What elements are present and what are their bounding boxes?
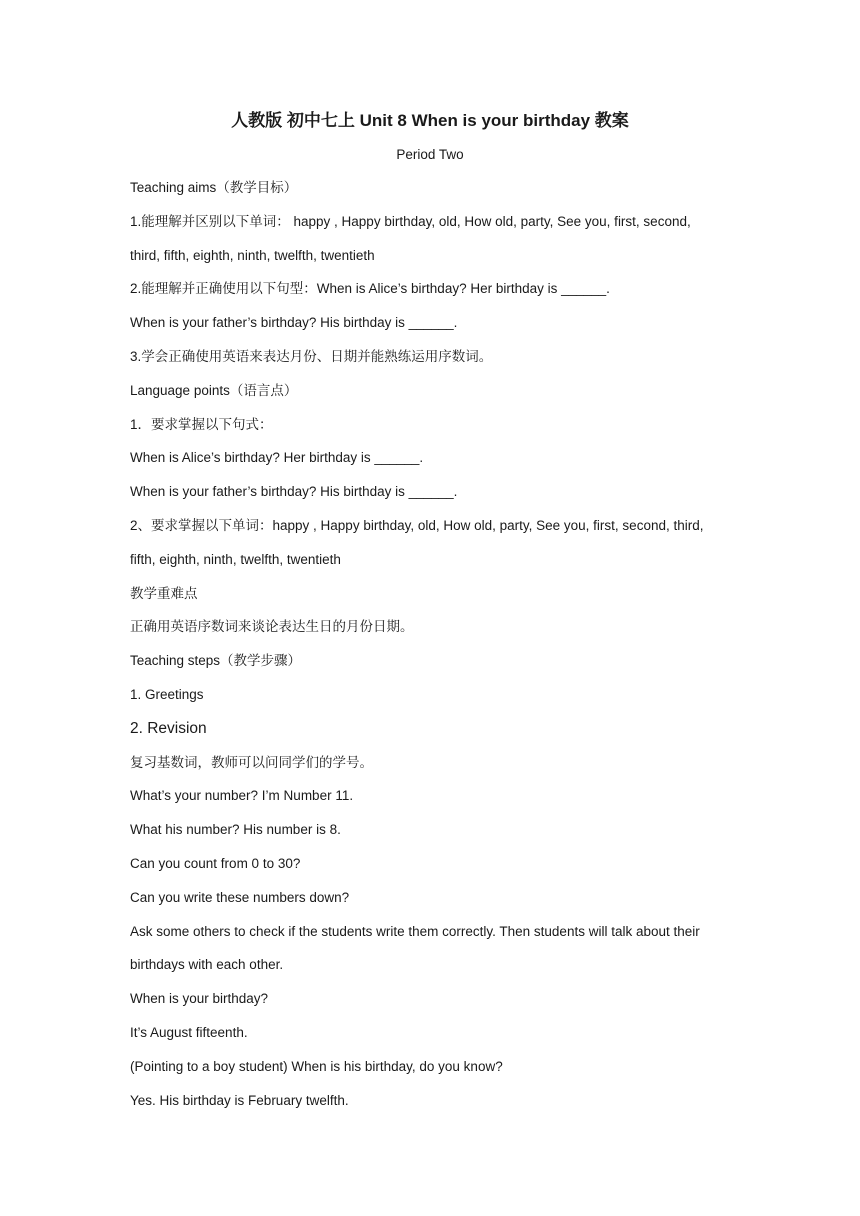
- step-1-greetings: 1. Greetings: [130, 686, 204, 702]
- step-2-revision: 2. Revision: [130, 719, 207, 737]
- dialogue-line-8: Yes. His birthday is February twelfth.: [130, 1092, 349, 1108]
- document-title: 人教版 初中七上 Unit 8 When is your birthday 教案: [231, 111, 629, 130]
- point-1-heading: 1．要求掌握以下句式：: [130, 416, 273, 432]
- dialogue-line-1: What’s your number? I’m Number 11.: [130, 788, 354, 804]
- point-2-line-1: 2、要求掌握以下单词：happy , Happy birthday, old, How old, party, See you, first, second, third,: [130, 517, 704, 533]
- aim-1-line-2: third, fifth, eighth, ninth, twelfth, twentieth: [130, 247, 375, 263]
- point-1-sentence-2: When is your father’s birthday? His birthday is ______.: [130, 484, 458, 500]
- section-heading-language-points: Language points（语言点）: [130, 382, 298, 398]
- section-heading-key-points: 教学重难点: [130, 585, 198, 601]
- dialogue-line-4: Can you write these numbers down?: [130, 889, 350, 905]
- dialogue-line-5: When is your birthday?: [130, 991, 269, 1007]
- document-subtitle: Period Two: [396, 147, 464, 162]
- dialogue-line-6: It’s August fifteenth.: [130, 1024, 248, 1040]
- aim-2-line-1: 2.能理解并正确使用以下句型：When is Alice’s birthday? Her birthday is ______.: [130, 281, 610, 297]
- instruction-line-2: birthdays with each other.: [130, 957, 284, 973]
- instruction-line-1: Ask some others to check if the students write them correctly. Then students will talk about their: [130, 923, 700, 939]
- section-heading-teaching-steps: Teaching steps（教学步骤）: [130, 653, 302, 669]
- dialogue-line-2: What his number? His number is 8.: [130, 822, 341, 838]
- key-point-text: 正确用英语序数词来谈论表达生日的月份日期。: [130, 619, 414, 635]
- dialogue-line-3: Can you count from 0 to 30?: [130, 855, 301, 871]
- section-heading-teaching-aims: Teaching aims（教学目标）: [130, 180, 298, 195]
- point-1-sentence-1: When is Alice’s birthday? Her birthday is ______.: [130, 450, 424, 466]
- aim-1-line-1: 1.能理解并区别以下单词： happy , Happy birthday, old, How old, party, See you, first, second,: [130, 213, 691, 229]
- aim-2-line-2: When is your father’s birthday? His birthday is ______.: [130, 315, 458, 331]
- dialogue-line-7: (Pointing to a boy student) When is his birthday, do you know?: [130, 1058, 503, 1074]
- aim-3: 3.学会正确使用英语来表达月份、日期并能熟练运用序数词。: [130, 348, 493, 364]
- point-2-line-2: fifth, eighth, ninth, twelfth, twentieth: [130, 551, 341, 567]
- revision-instruction: 复习基数词，教师可以问同学们的学号。: [130, 754, 373, 770]
- document-body: [130, 178, 740, 1124]
